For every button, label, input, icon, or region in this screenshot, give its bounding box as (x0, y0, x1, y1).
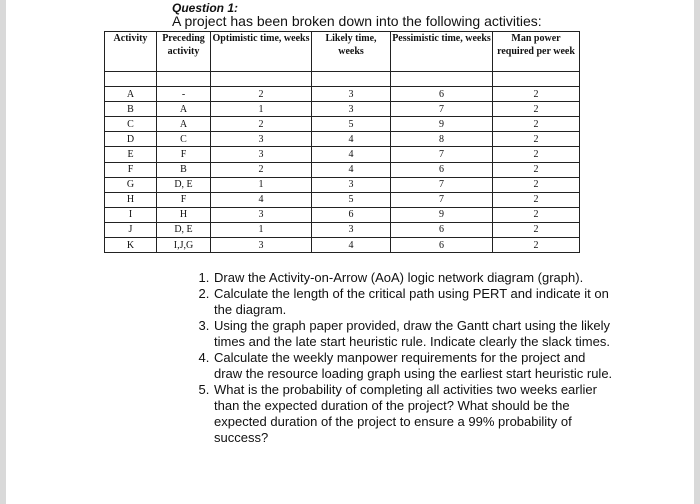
table-row (105, 102, 580, 117)
cell-pessimistic: 9 (391, 207, 493, 222)
table-row (105, 207, 580, 222)
cell-pessimistic: 8 (391, 132, 493, 147)
cell-activity: F (105, 162, 157, 177)
header-activity: Activity (105, 32, 157, 72)
cell-manpower: 2 (493, 177, 580, 192)
task-item: 5. What is the probability of completing all activities two weeks earlier than the expected duration of the project? What should be the expected duration of the project to ensure a 99% probability of success? (213, 382, 613, 446)
cell-likely: 3 (312, 177, 391, 192)
cell-optimistic: 1 (211, 177, 312, 192)
table-row (105, 162, 580, 177)
cell-pessimistic: 7 (391, 147, 493, 162)
cell-pessimistic: 7 (391, 177, 493, 192)
cell-likely: 3 (312, 102, 391, 117)
task-item: 4. Calculate the weekly manpower requirements for the project and draw the resource loading graph using the earliest start heuristic rule. (213, 350, 613, 382)
question-label: Question 1: (172, 1, 239, 15)
header-likely: Likely time, weeks (312, 32, 391, 72)
cell-activity: A (105, 87, 157, 102)
cell-likely: 6 (312, 207, 391, 222)
cell-pessimistic: 7 (391, 102, 493, 117)
cell-optimistic: 3 (211, 147, 312, 162)
cell-preceding: H (157, 207, 211, 222)
left-page-edge (0, 0, 6, 504)
cell-manpower: 2 (493, 132, 580, 147)
header-manpower: Man power required per week (493, 32, 580, 72)
cell-preceding: D, E (157, 222, 211, 237)
cell-optimistic: 2 (211, 162, 312, 177)
cell-likely: 4 (312, 238, 391, 253)
cell-preceding: D, E (157, 177, 211, 192)
task-item: 3. Using the graph paper provided, draw the Gantt chart using the likely times and the late start heuristic rule. Indicate clearly the slack times. (213, 318, 613, 350)
cell-optimistic: 2 (211, 87, 312, 102)
cell-optimistic: 1 (211, 222, 312, 237)
cell-likely: 4 (312, 147, 391, 162)
header-spacer-row (105, 72, 580, 87)
cell-optimistic: 1 (211, 102, 312, 117)
table-body (105, 72, 580, 253)
cell-optimistic: 3 (211, 207, 312, 222)
cell-likely: 4 (312, 162, 391, 177)
table-row (105, 87, 580, 102)
header-pessimistic: Pessimistic time, weeks (391, 32, 493, 72)
task-item: 1. Draw the Activity-on-Arrow (AoA) logic network diagram (graph). (213, 270, 613, 286)
question-intro: A project has been broken down into the following activities: (172, 13, 542, 29)
cell-preceding: A (157, 102, 211, 117)
cell-optimistic: 2 (211, 117, 312, 132)
table-row (105, 222, 580, 237)
cell-likely: 5 (312, 192, 391, 207)
cell-activity: B (105, 102, 157, 117)
table-row (105, 117, 580, 132)
cell-optimistic: 4 (211, 192, 312, 207)
right-page-edge (694, 0, 700, 504)
cell-manpower: 2 (493, 207, 580, 222)
table-row (105, 238, 580, 253)
cell-pessimistic: 9 (391, 117, 493, 132)
cell-preceding: - (157, 87, 211, 102)
cell-activity: D (105, 132, 157, 147)
cell-activity: G (105, 177, 157, 192)
cell-pessimistic: 6 (391, 238, 493, 253)
table-row (105, 132, 580, 147)
table-row (105, 177, 580, 192)
cell-manpower: 2 (493, 87, 580, 102)
cell-manpower: 2 (493, 238, 580, 253)
cell-manpower: 2 (493, 147, 580, 162)
activities-table (104, 31, 580, 253)
cell-preceding: C (157, 132, 211, 147)
cell-optimistic: 3 (211, 132, 312, 147)
cell-likely: 3 (312, 87, 391, 102)
table-header-row (105, 32, 580, 72)
cell-pessimistic: 7 (391, 192, 493, 207)
cell-preceding: F (157, 192, 211, 207)
cell-likely: 5 (312, 117, 391, 132)
cell-manpower: 2 (493, 117, 580, 132)
cell-preceding: F (157, 147, 211, 162)
task-list (192, 270, 613, 446)
cell-activity: K (105, 238, 157, 253)
table-row (105, 192, 580, 207)
cell-optimistic: 3 (211, 238, 312, 253)
cell-activity: J (105, 222, 157, 237)
cell-preceding: B (157, 162, 211, 177)
cell-preceding: I,J,G (157, 238, 211, 253)
cell-preceding: A (157, 117, 211, 132)
cell-activity: E (105, 147, 157, 162)
cell-likely: 3 (312, 222, 391, 237)
header-optimistic: Optimistic time, weeks (211, 32, 312, 72)
cell-pessimistic: 6 (391, 162, 493, 177)
cell-likely: 4 (312, 132, 391, 147)
cell-manpower: 2 (493, 102, 580, 117)
cell-manpower: 2 (493, 222, 580, 237)
cell-manpower: 2 (493, 192, 580, 207)
cell-activity: H (105, 192, 157, 207)
cell-pessimistic: 6 (391, 222, 493, 237)
header-preceding: Preceding activity (157, 32, 211, 72)
cell-activity: C (105, 117, 157, 132)
table-row (105, 147, 580, 162)
cell-manpower: 2 (493, 162, 580, 177)
task-item: 2. Calculate the length of the critical path using PERT and indicate it on the diagram. (213, 286, 613, 318)
cell-pessimistic: 6 (391, 87, 493, 102)
cell-activity: I (105, 207, 157, 222)
